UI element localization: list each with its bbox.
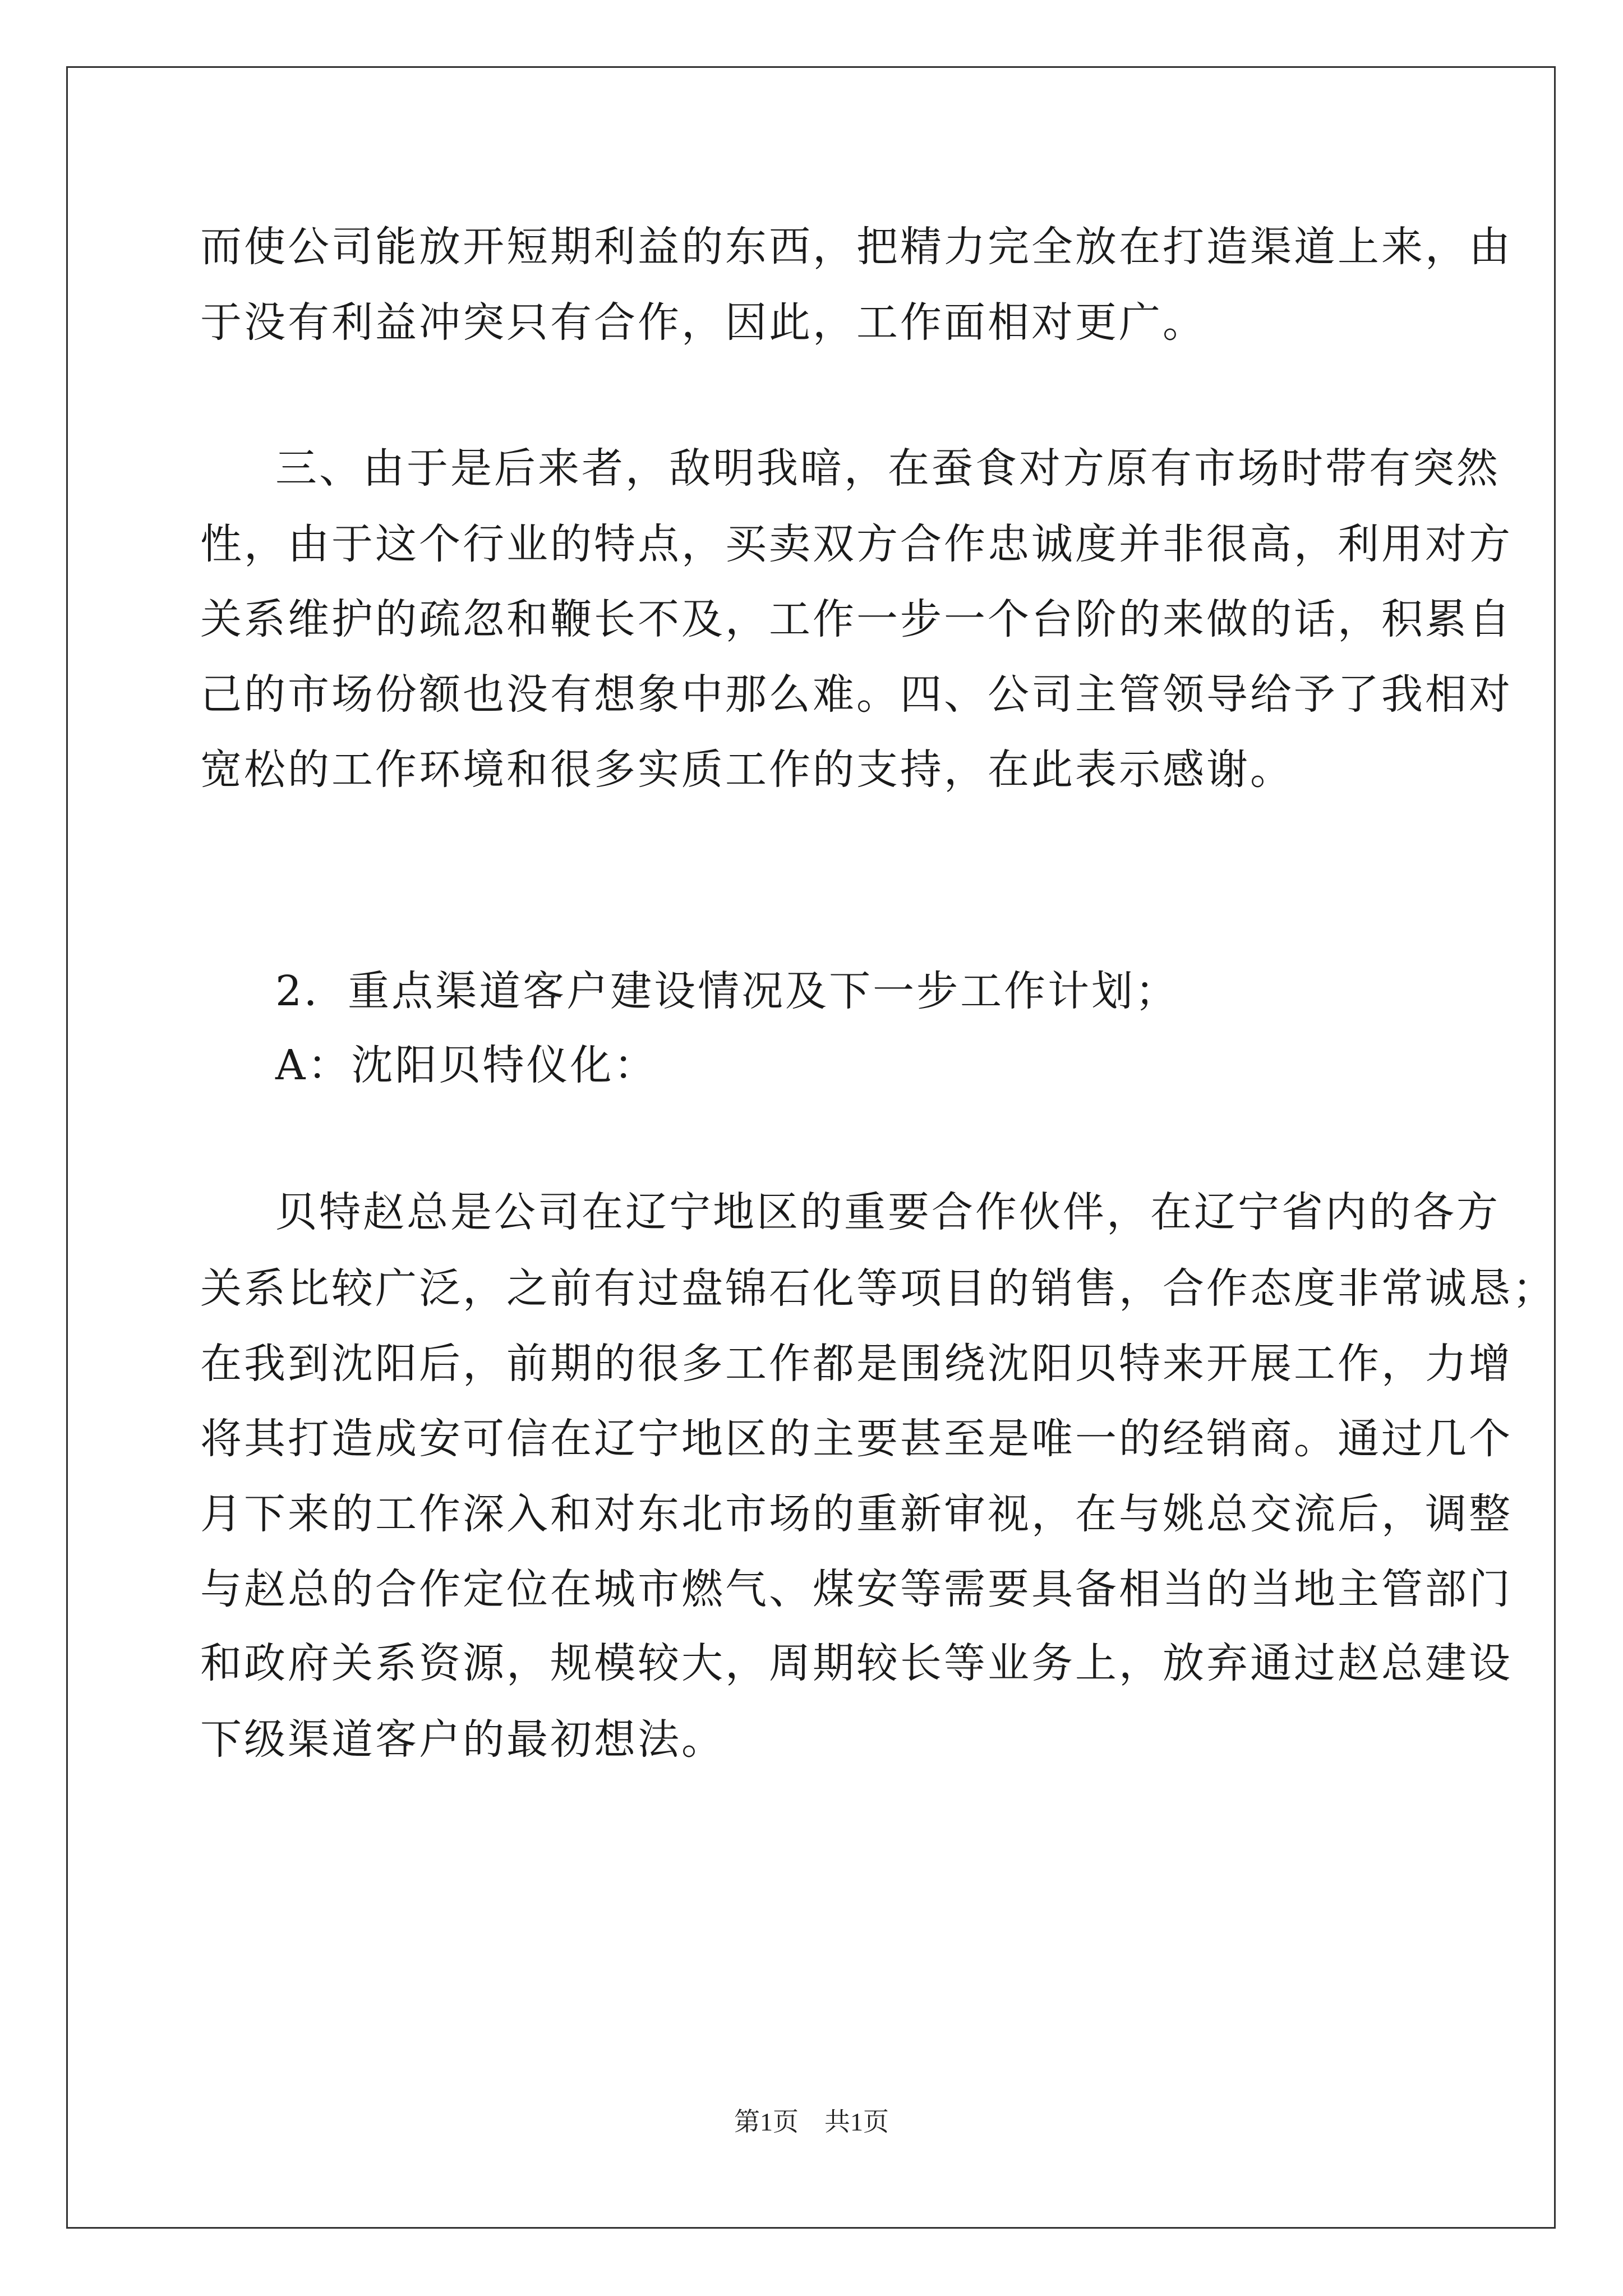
text-line: A：沈阳贝特仪化： [275, 1041, 658, 1089]
text-line: 下级渠道客户的最初想法。 [200, 1715, 725, 1764]
text-line: 2．重点渠道客户建设情况及下一步工作计划； [275, 967, 1179, 1015]
text-line: 关系维护的疏忽和鞭长不及，工作一步一个台阶的来做的话，积累自 [200, 595, 1513, 643]
text-line: 与赵总的合作定位在城市燃气、煤安等需要具备相当的当地主管部门 [200, 1565, 1513, 1613]
text-line: 宽松的工作环境和很多实质工作的支持，在此表示感谢。 [200, 746, 1294, 794]
text-line: 三、由于是后来者，敌明我暗，在蚕食对方原有市场时带有突然 [275, 444, 1500, 493]
text-line: 月下来的工作深入和对东北市场的重新审视，在与姚总交流后，调整 [200, 1490, 1513, 1538]
page-number: 第1页 共1页 [734, 2108, 889, 2136]
text-line: 己的市场份额也没有想象中那么难。四、公司主管领导给予了我相对 [200, 670, 1513, 719]
text-line: 在我到沈阳后，前期的很多工作都是围绕沈阳贝特来开展工作，力增 [200, 1340, 1513, 1388]
text-line: 贝特赵总是公司在辽宁地区的重要合作伙伴，在辽宁省内的各方 [275, 1188, 1500, 1236]
text-line: 于没有利益冲突只有合作，因此，工作面相对更广。 [200, 298, 1206, 347]
text-line: 将其打造成安可信在辽宁地区的主要甚至是唯一的经销商。通过几个 [200, 1415, 1513, 1463]
text-line: 而使公司能放开短期利益的东西，把精力完全放在打造渠道上来，由 [200, 223, 1513, 271]
page-border [66, 66, 1556, 2229]
text-line: 性，由于这个行业的特点，买卖双方合作忠诚度并非很高，利用对方 [200, 520, 1513, 568]
text-line: 关系比较广泛，之前有过盘锦石化等项目的销售，合作态度非常诚恳； [200, 1264, 1556, 1313]
text-line: 和政府关系资源，规模较大，周期较长等业务上，放弃通过赵总建设 [200, 1639, 1513, 1687]
